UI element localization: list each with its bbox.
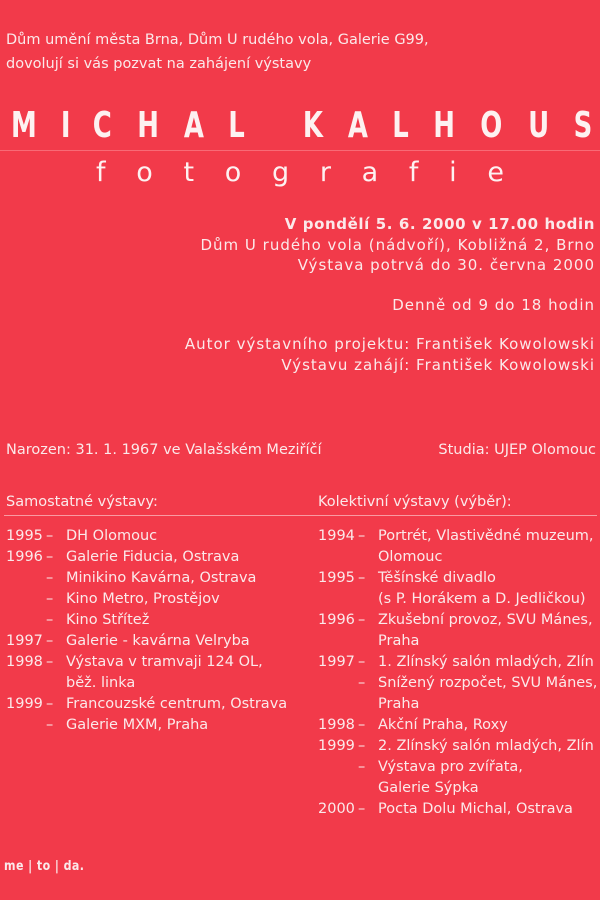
title-letter: H (137, 105, 159, 146)
exhibition-name: Olomouc (378, 549, 443, 565)
exhibition-year (318, 547, 358, 568)
dash-separator (358, 589, 378, 610)
duration: Výstava potrvá do 30. června 2000 (297, 256, 595, 274)
list-item (6, 610, 287, 631)
dash-separator: – (46, 612, 54, 628)
list-item (6, 547, 287, 568)
title-letter: I (60, 105, 71, 146)
subtitle-letter: a (361, 157, 379, 188)
exhibition-name: Akční Praha, Roxy (378, 717, 508, 733)
list-item (6, 652, 287, 673)
exhibition-year (6, 715, 46, 736)
list-item (318, 526, 597, 547)
list-item (318, 715, 597, 736)
title-letter: C (93, 105, 113, 146)
list-item (318, 610, 597, 631)
exhibition-year: 2000 (318, 801, 355, 817)
exhibition-year (6, 568, 46, 589)
publisher-logo: me | to | da. (4, 859, 85, 874)
invitation-line-2: dovolují si vás pozvat na zahájení výstavy (6, 56, 312, 72)
title-letter: L (228, 105, 245, 146)
list-divider (4, 515, 597, 516)
subtitle-letter: o (224, 157, 242, 188)
dash-separator: – (358, 570, 366, 586)
exhibition-name: Výstava v tramvaji 124 OL, (66, 654, 263, 670)
dash-separator (358, 631, 378, 652)
exhibition-name: Galerie Fiducia, Ostrava (66, 549, 240, 565)
list-item (318, 673, 597, 694)
exhibition-year: 1995 (318, 570, 355, 586)
dash-separator: – (358, 675, 366, 691)
title-letter: O (480, 105, 503, 146)
list-item (318, 757, 597, 778)
exhibition-year (318, 589, 358, 610)
subtitle-letter: g (271, 157, 290, 188)
exhibition-year: 1994 (318, 528, 355, 544)
exhibition-year (318, 631, 358, 652)
exhibition-year (6, 673, 46, 694)
exhibition-headings (6, 492, 596, 512)
dash-separator: – (46, 570, 54, 586)
exhibition-year: 1998 (6, 654, 43, 670)
list-item (6, 589, 287, 610)
exhibition-name: běž. linka (66, 675, 136, 691)
exhibition-name: Pocta Dolu Michal, Ostrava (378, 801, 573, 817)
invitation-text (6, 28, 429, 76)
exhibition-name: DH Olomouc (66, 528, 158, 544)
event-details (185, 214, 595, 375)
exhibition-name: Francouzské centrum, Ostrava (66, 696, 288, 712)
title-letter: L (392, 105, 409, 146)
exhibition-year: 1997 (318, 654, 355, 670)
list-item (318, 799, 597, 820)
list-item (6, 631, 287, 652)
dash-separator (358, 694, 378, 715)
subtitle-letter: f (408, 157, 419, 188)
group-heading: Kolektivní výstavy (výběr): (318, 494, 512, 510)
exhibition-name: Těšínské divadlo (378, 570, 496, 586)
exhibition-name: Galerie Sýpka (378, 780, 479, 796)
list-item (6, 673, 287, 694)
opening-hours: Denně od 9 do 18 hodin (392, 295, 595, 314)
exhibition-name: Minikino Kavárna, Ostrava (66, 570, 257, 586)
exhibition-name: Výstava pro zvířata, (378, 759, 523, 775)
venue: Dům U rudého vola (nádvoří), Kobližná 2, Brno (200, 235, 595, 254)
dash-separator: – (358, 801, 366, 817)
subtitle-letter: o (136, 157, 153, 188)
title-divider (0, 150, 600, 151)
list-item (6, 694, 287, 715)
dash-separator: – (46, 591, 54, 607)
list-item (318, 631, 597, 652)
list-item (318, 652, 597, 673)
dash-separator: – (46, 528, 54, 544)
exhibition-year: 1999 (318, 738, 355, 754)
subtitle-letter: r (319, 157, 331, 188)
list-item (318, 778, 597, 799)
exhibition-year (318, 778, 358, 799)
exhibition-name: Praha (378, 696, 420, 712)
dash-separator: – (358, 612, 366, 628)
list-item (6, 526, 287, 547)
dash-separator: – (358, 717, 366, 733)
exhibition-year (318, 673, 358, 694)
exhibition-name: Kino Střítež (66, 612, 150, 628)
list-item (318, 694, 597, 715)
exhibition-year: 1996 (6, 549, 43, 565)
dash-separator: – (358, 738, 366, 754)
exhibition-name: Portrét, Vlastivědné muzeum, (378, 528, 594, 544)
exhibition-year: 1996 (318, 612, 355, 628)
list-item (6, 715, 287, 736)
exhibition-subtitle (96, 153, 504, 193)
solo-heading: Samostatné výstavy: (6, 494, 158, 510)
exhibition-name: (s P. Horákem a D. Jedličkou) (378, 591, 586, 607)
list-item (318, 589, 597, 610)
subtitle-letter: e (487, 157, 504, 188)
exhibition-year: 1995 (6, 528, 43, 544)
title-letter: U (527, 105, 549, 146)
subtitle-letter: i (449, 157, 457, 188)
dash-separator: – (46, 717, 54, 733)
subtitle-letter: f (96, 157, 106, 188)
solo-exhibitions-list (6, 526, 287, 736)
list-item (318, 736, 597, 757)
title-letter: A (183, 105, 204, 146)
studies-info: Studia: UJEP Olomouc (438, 442, 596, 458)
exhibition-name: Zkušební provoz, SVU Mánes, (378, 612, 593, 628)
exhibition-year: 1998 (318, 717, 355, 733)
exhibition-name: 1. Zlínský salón mladých, Zlín (378, 654, 594, 670)
dash-separator: – (358, 654, 366, 670)
dash-separator: – (358, 528, 366, 544)
title-letter: H (433, 105, 455, 146)
title-letter: A (347, 105, 368, 146)
dash-separator: – (46, 633, 54, 649)
project-author: Autor výstavního projektu: František Kowolowski (184, 335, 595, 353)
list-item (318, 547, 597, 568)
title-letter: S (573, 105, 593, 146)
group-exhibitions-list (318, 526, 597, 820)
artist-bio (6, 440, 596, 460)
exhibition-year (318, 757, 358, 778)
invitation-line-1: Dům umění města Brna, Dům U rudého vola, Galerie G99, (6, 32, 429, 48)
opening-datetime: V pondělí 5. 6. 2000 v 17.00 hodin (284, 215, 595, 233)
artist-name (6, 104, 596, 148)
exhibition-year (6, 610, 46, 631)
exhibition-name: 2. Zlínský salón mladých, Zlín (378, 738, 594, 754)
dash-separator: – (358, 759, 366, 775)
subtitle-letter: t (183, 157, 195, 188)
exhibition-year (318, 694, 358, 715)
dash-separator (358, 547, 378, 568)
exhibition-name: Kino Metro, Prostějov (66, 591, 220, 607)
birth-info: Narozen: 31. 1. 1967 ve Valašském Meziříčí (6, 442, 322, 458)
title-letter: K (302, 105, 323, 146)
exhibition-name: Snížený rozpočet, SVU Mánes, (378, 675, 598, 691)
exhibition-name: Galerie - kavárna Velryba (66, 633, 250, 649)
dash-separator (358, 778, 378, 799)
exhibition-year: 1999 (6, 696, 43, 712)
dash-separator (46, 673, 66, 694)
dash-separator: – (46, 549, 54, 565)
exhibition-name: Praha (378, 633, 420, 649)
list-item (6, 568, 287, 589)
exhibition-year: 1997 (6, 633, 43, 649)
title-letter: M (11, 105, 37, 146)
exhibition-year (6, 589, 46, 610)
dash-separator: – (46, 654, 54, 670)
opened-by: Výstavu zahájí: František Kowolowski (281, 355, 595, 374)
list-item (318, 568, 597, 589)
exhibition-name: Galerie MXM, Praha (66, 717, 209, 733)
dash-separator: – (46, 696, 54, 712)
